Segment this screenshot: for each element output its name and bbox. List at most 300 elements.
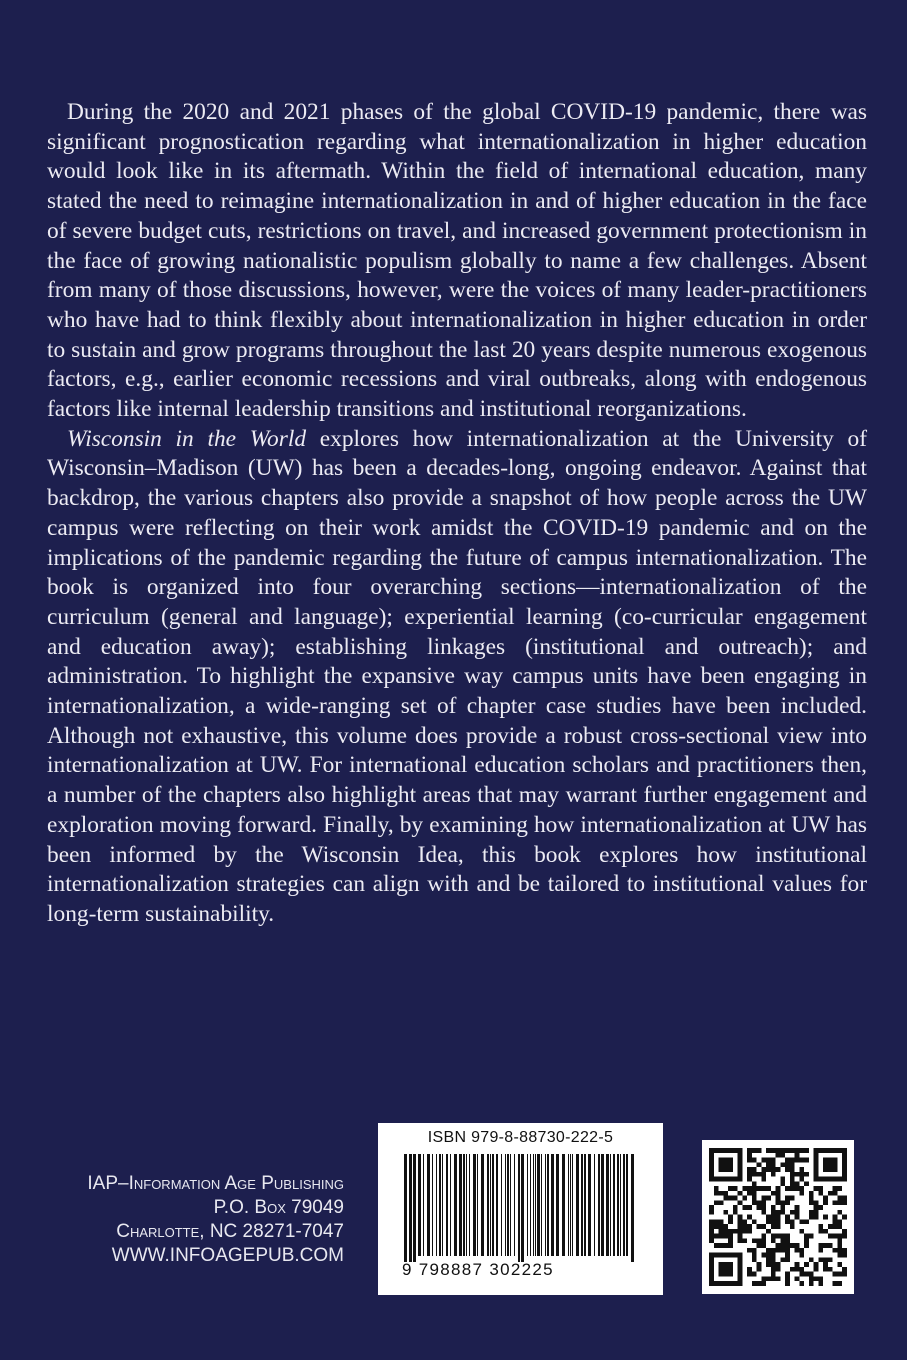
qr-module xyxy=(714,1219,719,1224)
qr-module xyxy=(761,1276,766,1281)
barcode-bar xyxy=(588,1154,591,1256)
qr-module xyxy=(828,1267,833,1272)
qr-module xyxy=(728,1219,733,1224)
qr-module xyxy=(723,1281,728,1286)
qr-module xyxy=(747,1186,752,1191)
qr-module xyxy=(709,1158,714,1163)
qr-module xyxy=(723,1253,728,1258)
qr-module xyxy=(719,1229,724,1234)
qr-module xyxy=(809,1191,814,1196)
publisher-name: IAP–Information Age Publishing xyxy=(87,1173,344,1194)
qr-module xyxy=(766,1215,771,1220)
qr-module xyxy=(719,1243,724,1248)
qr-module xyxy=(733,1281,738,1286)
qr-module xyxy=(714,1234,719,1239)
qr-module xyxy=(795,1172,800,1177)
qr-module xyxy=(785,1281,790,1286)
qr-module xyxy=(790,1243,795,1248)
qr-module xyxy=(771,1234,776,1239)
qr-module xyxy=(804,1272,809,1277)
qr-module xyxy=(799,1219,804,1224)
qr-module xyxy=(771,1215,776,1220)
barcode-bar xyxy=(527,1154,528,1256)
qr-module xyxy=(780,1205,785,1210)
qr-module xyxy=(752,1238,757,1243)
qr-module xyxy=(752,1219,757,1224)
qr-module xyxy=(771,1162,776,1167)
qr-module xyxy=(742,1238,747,1243)
qr-module xyxy=(776,1248,781,1253)
qr-module xyxy=(790,1196,795,1201)
qr-module xyxy=(818,1281,823,1286)
qr-module xyxy=(747,1148,752,1153)
qr-module xyxy=(714,1186,719,1191)
qr-module xyxy=(818,1276,823,1281)
publisher-city: Charlotte, NC 28271-7047 xyxy=(116,1221,344,1242)
qr-module xyxy=(780,1248,785,1253)
qr-module xyxy=(719,1219,724,1224)
qr-module xyxy=(799,1167,804,1172)
barcode-bar xyxy=(454,1154,457,1256)
qr-module xyxy=(738,1253,743,1258)
qr-module xyxy=(752,1186,757,1191)
qr-module xyxy=(723,1158,728,1163)
isbn-barcode xyxy=(378,1123,663,1295)
barcode-bar xyxy=(537,1154,540,1256)
qr-module xyxy=(776,1196,781,1201)
qr-module xyxy=(818,1248,823,1253)
qr-module xyxy=(790,1172,795,1177)
qr-module xyxy=(780,1162,785,1167)
qr-module xyxy=(766,1276,771,1281)
qr-module xyxy=(776,1267,781,1272)
qr-module xyxy=(795,1267,800,1272)
qr-module xyxy=(790,1181,795,1186)
qr-module xyxy=(842,1215,847,1220)
qr-module xyxy=(785,1167,790,1172)
qr-module xyxy=(799,1248,804,1253)
qr-module xyxy=(761,1224,766,1229)
qr-module xyxy=(719,1224,724,1229)
qr-module xyxy=(709,1262,714,1267)
barcode-bar xyxy=(613,1154,615,1256)
qr-module xyxy=(728,1281,733,1286)
qr-module xyxy=(833,1215,838,1220)
qr-module xyxy=(771,1267,776,1272)
qr-module xyxy=(709,1257,714,1262)
qr-module xyxy=(728,1162,733,1167)
qr-module xyxy=(719,1162,724,1167)
qr-module xyxy=(766,1148,771,1153)
qr-module xyxy=(728,1267,733,1272)
qr-module xyxy=(823,1262,828,1267)
qr-module xyxy=(804,1238,809,1243)
qr-module xyxy=(837,1243,842,1248)
qr-module xyxy=(709,1219,714,1224)
qr-module xyxy=(766,1257,771,1262)
barcode-bar xyxy=(626,1154,628,1256)
qr-module xyxy=(761,1205,766,1210)
qr-module xyxy=(842,1172,847,1177)
qr-module xyxy=(842,1177,847,1182)
qr-module xyxy=(761,1200,766,1205)
qr-module xyxy=(837,1262,842,1267)
qr-module xyxy=(828,1167,833,1172)
qr-module xyxy=(776,1276,781,1281)
qr-module xyxy=(738,1200,743,1205)
qr-module xyxy=(780,1181,785,1186)
qr-module xyxy=(766,1186,771,1191)
barcode-bar xyxy=(505,1154,506,1256)
barcode-bars xyxy=(400,1154,640,1266)
qr-module xyxy=(723,1210,728,1215)
qr-module xyxy=(837,1186,842,1191)
qr-module xyxy=(833,1186,838,1191)
qr-module xyxy=(719,1167,724,1172)
qr-module xyxy=(719,1191,724,1196)
qr-module xyxy=(790,1210,795,1215)
qr-module xyxy=(723,1267,728,1272)
qr-module xyxy=(757,1186,762,1191)
qr-code-icon xyxy=(709,1148,847,1286)
qr-module xyxy=(814,1162,819,1167)
qr-module xyxy=(842,1248,847,1253)
publisher-address xyxy=(40,1172,344,1268)
barcode-bar xyxy=(568,1154,569,1256)
qr-module xyxy=(823,1196,828,1201)
qr-module xyxy=(837,1234,842,1239)
qr-module xyxy=(780,1243,785,1248)
qr-module xyxy=(790,1177,795,1182)
qr-module xyxy=(738,1238,743,1243)
qr-module xyxy=(833,1148,838,1153)
barcode-bar xyxy=(576,1154,579,1256)
barcode-bar xyxy=(481,1154,484,1256)
qr-module xyxy=(738,1229,743,1234)
qr-module xyxy=(814,1158,819,1163)
qr-module xyxy=(771,1172,776,1177)
qr-module xyxy=(714,1243,719,1248)
qr-module xyxy=(723,1272,728,1277)
qr-module xyxy=(837,1210,842,1215)
qr-module xyxy=(738,1234,743,1239)
qr-module xyxy=(828,1234,833,1239)
qr-module xyxy=(738,1219,743,1224)
qr-module xyxy=(785,1276,790,1281)
qr-module xyxy=(799,1253,804,1258)
barcode-bar xyxy=(581,1154,583,1256)
qr-module xyxy=(828,1177,833,1182)
qr-module xyxy=(723,1177,728,1182)
qr-module xyxy=(799,1172,804,1177)
qr-module xyxy=(738,1276,743,1281)
qr-module xyxy=(766,1229,771,1234)
qr-module xyxy=(785,1257,790,1262)
qr-module xyxy=(799,1148,804,1153)
qr-module xyxy=(780,1200,785,1205)
qr-module xyxy=(776,1219,781,1224)
qr-module xyxy=(742,1219,747,1224)
qr-module xyxy=(795,1181,800,1186)
qr-module xyxy=(709,1210,714,1215)
barcode-bar xyxy=(436,1154,437,1256)
barcode-bar xyxy=(584,1154,586,1256)
qr-module xyxy=(714,1191,719,1196)
barcode-bar xyxy=(606,1154,609,1256)
publisher-website: WWW.INFOAGEPUB.COM xyxy=(111,1245,344,1266)
qr-module xyxy=(733,1177,738,1182)
barcode-bar xyxy=(610,1154,611,1256)
barcode-bar xyxy=(562,1154,565,1256)
qr-module xyxy=(728,1177,733,1182)
qr-module xyxy=(795,1186,800,1191)
qr-module xyxy=(823,1215,828,1220)
qr-module xyxy=(747,1167,752,1172)
qr-module xyxy=(709,1229,714,1234)
qr-module xyxy=(776,1167,781,1172)
qr-module xyxy=(818,1224,823,1229)
qr-module xyxy=(738,1153,743,1158)
qr-module xyxy=(738,1148,743,1153)
barcode-bar xyxy=(477,1154,478,1256)
qr-module xyxy=(757,1281,762,1286)
barcode-digits: 9 798887 302225 xyxy=(402,1260,554,1279)
qr-module xyxy=(771,1253,776,1258)
qr-module xyxy=(804,1181,809,1186)
qr-module xyxy=(776,1200,781,1205)
qr-module xyxy=(766,1219,771,1224)
qr-module xyxy=(799,1281,804,1286)
qr-module xyxy=(742,1186,747,1191)
qr-module xyxy=(814,1210,819,1215)
qr-module xyxy=(723,1191,728,1196)
qr-module xyxy=(728,1238,733,1243)
qr-module xyxy=(766,1167,771,1172)
qr-module xyxy=(738,1215,743,1220)
qr-module xyxy=(757,1224,762,1229)
qr-module xyxy=(790,1148,795,1153)
qr-module xyxy=(771,1191,776,1196)
qr-module xyxy=(738,1177,743,1182)
qr-module xyxy=(766,1196,771,1201)
qr-module xyxy=(752,1148,757,1153)
qr-module xyxy=(837,1196,842,1201)
qr-module xyxy=(785,1248,790,1253)
qr-module xyxy=(785,1238,790,1243)
qr-module xyxy=(771,1248,776,1253)
qr-module xyxy=(733,1210,738,1215)
qr-module xyxy=(738,1262,743,1267)
qr-module xyxy=(833,1224,838,1229)
qr-module xyxy=(709,1224,714,1229)
qr-module xyxy=(742,1229,747,1234)
barcode-bar xyxy=(446,1154,448,1256)
barcode-bar xyxy=(514,1154,515,1256)
qr-module xyxy=(785,1196,790,1201)
qr-module xyxy=(776,1148,781,1153)
qr-module xyxy=(728,1243,733,1248)
barcode-bar xyxy=(518,1154,520,1262)
qr-module xyxy=(776,1153,781,1158)
qr-code xyxy=(702,1140,854,1294)
qr-module xyxy=(799,1191,804,1196)
qr-module xyxy=(842,1272,847,1277)
qr-module xyxy=(761,1234,766,1239)
qr-module xyxy=(738,1172,743,1177)
qr-module xyxy=(771,1158,776,1163)
qr-module xyxy=(814,1148,819,1153)
qr-module xyxy=(833,1248,838,1253)
qr-module xyxy=(795,1148,800,1153)
qr-module xyxy=(757,1243,762,1248)
qr-module xyxy=(761,1281,766,1286)
qr-module xyxy=(738,1158,743,1163)
barcode-bar xyxy=(510,1154,511,1256)
qr-module xyxy=(747,1272,752,1277)
qr-module xyxy=(771,1272,776,1277)
barcode-bar xyxy=(521,1154,524,1262)
qr-module xyxy=(771,1167,776,1172)
barcode-bar xyxy=(541,1154,542,1256)
barcode-bar xyxy=(473,1154,476,1256)
qr-module xyxy=(747,1267,752,1272)
qr-module xyxy=(795,1248,800,1253)
qr-module xyxy=(818,1177,823,1182)
qr-module xyxy=(828,1257,833,1262)
qr-module xyxy=(823,1162,828,1167)
qr-module xyxy=(818,1205,823,1210)
qr-module xyxy=(728,1229,733,1234)
qr-module xyxy=(790,1158,795,1163)
qr-module xyxy=(833,1191,838,1196)
qr-module xyxy=(823,1167,828,1172)
qr-module xyxy=(719,1148,724,1153)
qr-module xyxy=(738,1167,743,1172)
qr-module xyxy=(837,1219,842,1224)
qr-module xyxy=(776,1215,781,1220)
qr-module xyxy=(719,1262,724,1267)
qr-module xyxy=(795,1276,800,1281)
qr-module xyxy=(780,1148,785,1153)
barcode-bar xyxy=(413,1154,416,1262)
qr-module xyxy=(814,1153,819,1158)
qr-module xyxy=(747,1224,752,1229)
qr-module xyxy=(766,1262,771,1267)
qr-module xyxy=(776,1243,781,1248)
back-cover-blurb xyxy=(47,98,867,930)
qr-module xyxy=(738,1224,743,1229)
qr-module xyxy=(804,1172,809,1177)
qr-module xyxy=(728,1167,733,1172)
qr-module xyxy=(766,1158,771,1163)
qr-module xyxy=(709,1167,714,1172)
qr-module xyxy=(833,1177,838,1182)
qr-module xyxy=(747,1153,752,1158)
qr-module xyxy=(761,1253,766,1258)
qr-module xyxy=(842,1153,847,1158)
qr-module xyxy=(814,1167,819,1172)
qr-module xyxy=(790,1162,795,1167)
qr-module xyxy=(742,1205,747,1210)
qr-module xyxy=(747,1191,752,1196)
qr-module xyxy=(818,1243,823,1248)
qr-module xyxy=(757,1205,762,1210)
qr-module xyxy=(833,1162,838,1167)
qr-module xyxy=(780,1238,785,1243)
qr-module xyxy=(776,1186,781,1191)
qr-module xyxy=(780,1234,785,1239)
qr-module xyxy=(785,1158,790,1163)
qr-module xyxy=(723,1196,728,1201)
qr-module xyxy=(723,1243,728,1248)
qr-module xyxy=(785,1215,790,1220)
barcode-bar xyxy=(570,1154,571,1256)
qr-module xyxy=(761,1158,766,1163)
qr-module xyxy=(757,1262,762,1267)
qr-module xyxy=(752,1191,757,1196)
qr-module xyxy=(818,1191,823,1196)
qr-module xyxy=(766,1162,771,1167)
qr-module xyxy=(799,1158,804,1163)
qr-module xyxy=(833,1281,838,1286)
qr-module xyxy=(709,1234,714,1239)
qr-module xyxy=(723,1224,728,1229)
qr-module xyxy=(780,1257,785,1262)
qr-module xyxy=(814,1215,819,1220)
qr-module xyxy=(823,1158,828,1163)
qr-module xyxy=(799,1229,804,1234)
qr-module xyxy=(842,1148,847,1153)
qr-module xyxy=(823,1148,828,1153)
qr-module xyxy=(804,1148,809,1153)
qr-module xyxy=(714,1177,719,1182)
qr-module xyxy=(837,1253,842,1258)
barcode-bar xyxy=(631,1154,634,1262)
barcode-bar xyxy=(623,1154,625,1256)
qr-module xyxy=(785,1253,790,1258)
qr-module xyxy=(771,1205,776,1210)
qr-module xyxy=(833,1200,838,1205)
qr-module xyxy=(714,1148,719,1153)
qr-module xyxy=(747,1158,752,1163)
qr-module xyxy=(733,1148,738,1153)
qr-module xyxy=(799,1186,804,1191)
qr-module xyxy=(785,1148,790,1153)
qr-module xyxy=(795,1205,800,1210)
qr-module xyxy=(714,1253,719,1258)
barcode-bar xyxy=(551,1154,554,1256)
qr-module xyxy=(823,1257,828,1262)
qr-module xyxy=(837,1148,842,1153)
qr-module xyxy=(723,1162,728,1167)
qr-module xyxy=(771,1148,776,1153)
qr-module xyxy=(733,1205,738,1210)
barcode-bar xyxy=(617,1154,619,1256)
qr-module xyxy=(780,1153,785,1158)
qr-module xyxy=(757,1148,762,1153)
qr-module xyxy=(719,1200,724,1205)
qr-module xyxy=(771,1210,776,1215)
qr-module xyxy=(719,1281,724,1286)
qr-module xyxy=(728,1215,733,1220)
qr-module xyxy=(842,1229,847,1234)
qr-module xyxy=(728,1148,733,1153)
qr-module xyxy=(752,1200,757,1205)
blurb-paragraph-2 xyxy=(47,425,867,930)
qr-module xyxy=(714,1281,719,1286)
qr-module xyxy=(761,1238,766,1243)
qr-module xyxy=(790,1186,795,1191)
